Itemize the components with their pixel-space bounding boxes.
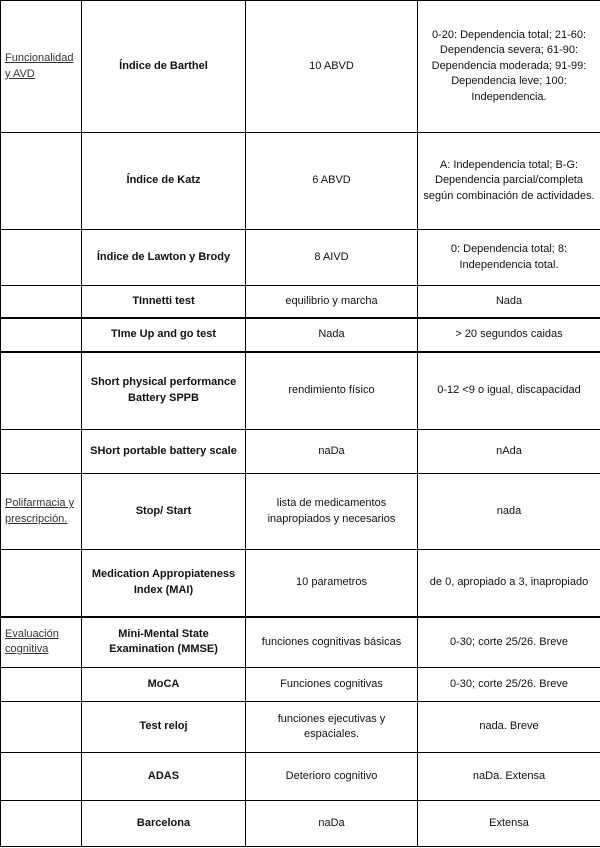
table-row: [1, 318, 600, 352]
tool-scoring: 0-30; corte 25/26. Breve: [418, 668, 600, 702]
tool-measure: funciones cognitivas básicas: [246, 617, 418, 668]
tool-scoring: > 20 segundos caidas: [418, 318, 600, 352]
tool-scoring: nAda: [418, 430, 600, 474]
tool-measure: 6 ABVD: [246, 133, 418, 230]
tool-measure: naDa: [246, 801, 418, 847]
table-row: [1, 286, 600, 318]
category-empty: [1, 430, 82, 474]
tool-name: Test reloj: [82, 702, 246, 753]
category-empty: [1, 318, 82, 352]
category-empty: [1, 702, 82, 753]
tool-scoring: naDa. Extensa: [418, 753, 600, 801]
tool-measure: Nada: [246, 318, 418, 352]
tool-scoring: Nada: [418, 286, 600, 318]
tool-measure: naDa: [246, 430, 418, 474]
table-row: [1, 474, 600, 550]
tool-name: Barcelona: [82, 801, 246, 847]
tool-measure: funciones ejecutivas y espaciales.: [246, 702, 418, 753]
category-empty: [1, 230, 82, 286]
tool-measure: lista de medicamentos inapropiados y necesarios: [246, 474, 418, 550]
tool-measure: Funciones cognitivas: [246, 668, 418, 702]
tool-scoring: nada: [418, 474, 600, 550]
tool-name: Índice de Lawton y Brody: [82, 230, 246, 286]
tool-name: Short physical performance Battery SPPB: [82, 352, 246, 430]
category-empty: [1, 286, 82, 318]
tool-scoring: nada. Breve: [418, 702, 600, 753]
tool-name: TInnetti test: [82, 286, 246, 318]
table-row: [1, 550, 600, 617]
category-empty: [1, 801, 82, 847]
tool-name: MoCA: [82, 668, 246, 702]
category-empty: [1, 352, 82, 430]
table-row: [1, 668, 600, 702]
table-row: [1, 617, 600, 668]
table-row: [1, 702, 600, 753]
tool-measure: 8 AIVD: [246, 230, 418, 286]
table-row: [1, 352, 600, 430]
category-polifarmacia: Polifarmacia y prescripción.: [1, 474, 82, 550]
tool-name: Stop/ Start: [82, 474, 246, 550]
category-funcionalidad: Funcionalidad y AVD: [1, 1, 82, 133]
tool-measure: 10 ABVD: [246, 1, 418, 133]
tool-scoring: 0-12 <9 o igual, discapacidad: [418, 352, 600, 430]
table-row: [1, 133, 600, 230]
tool-scoring: 0: Dependencia total; 8: Independencia total.: [418, 230, 600, 286]
table-row: [1, 230, 600, 286]
category-empty: [1, 550, 82, 617]
category-empty: [1, 753, 82, 801]
tool-name: SHort portable battery scale: [82, 430, 246, 474]
tool-measure: 10 parametros: [246, 550, 418, 617]
tool-scoring: Extensa: [418, 801, 600, 847]
table-row: [1, 801, 600, 847]
table-row: [1, 753, 600, 801]
tool-name: Índice de Katz: [82, 133, 246, 230]
tool-scoring: A: Independencia total; B-G: Dependencia parcial/completa según combinación de actividades.: [418, 133, 600, 230]
tool-name: Mini-Mental State Examination (MMSE): [82, 617, 246, 668]
tool-scoring: 0-20: Dependencia total; 21-60: Dependencia severa; 61-90: Dependencia moderada; 91-99: Dependencia leve; 100: Independencia.: [418, 1, 600, 133]
category-empty: [1, 668, 82, 702]
tool-name: Índice de Barthel: [82, 1, 246, 133]
tool-name: TIme Up and go test: [82, 318, 246, 352]
table-row: [1, 430, 600, 474]
table-row: [1, 1, 600, 133]
tool-scoring: 0-30; corte 25/26. Breve: [418, 617, 600, 668]
tool-scoring: de 0, apropiado a 3, inapropiado: [418, 550, 600, 617]
tool-name: ADAS: [82, 753, 246, 801]
tool-measure: rendimiento físico: [246, 352, 418, 430]
tool-name: Medication Appropiateness Index (MAI): [82, 550, 246, 617]
category-cognitiva: Evaluación cognitiva: [1, 617, 82, 668]
category-empty: [1, 133, 82, 230]
tool-measure: equilibrio y marcha: [246, 286, 418, 318]
tool-measure: Deterioro cognitivo: [246, 753, 418, 801]
